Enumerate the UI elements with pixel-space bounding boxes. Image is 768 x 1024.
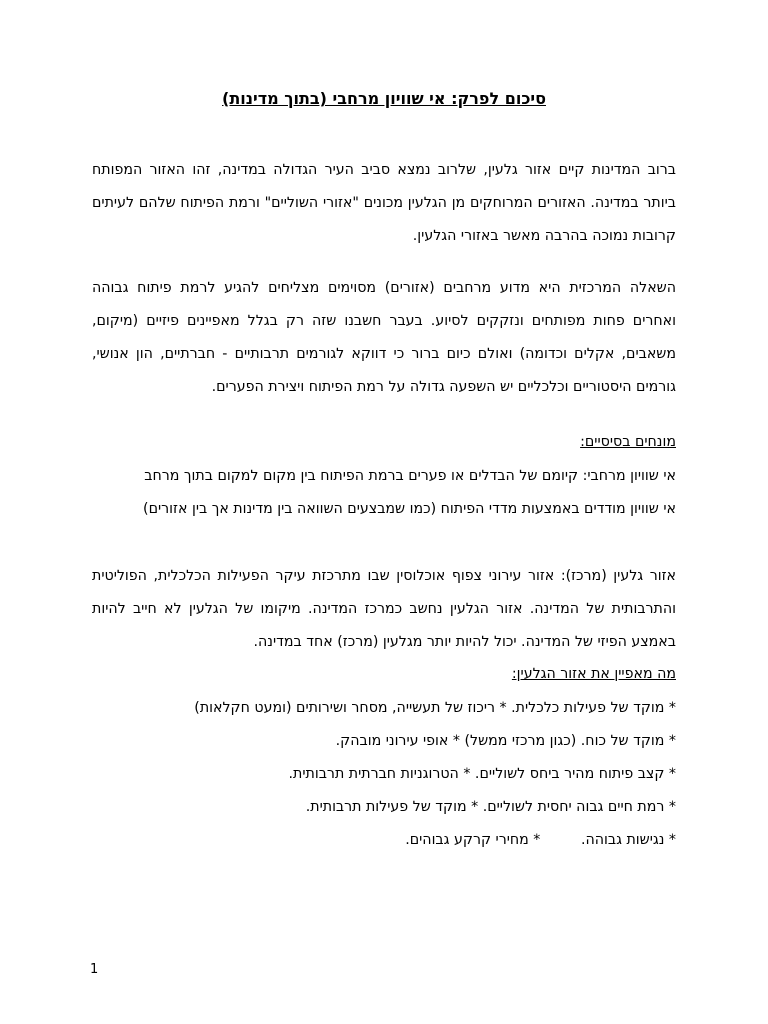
question-section: [92, 272, 676, 406]
paragraph-core-periphery: ברוב המדינות קיים אזור גלעין, שלרוב נמצא סביב העיר הגדולה במדינה, זהו האזור המפותח ביותר במדינה. האזורים המרוחקים מן הגלעין מכונים "אזורי השוליים" ורמת הפיתוח שלהם לעיתים קרובות נמוכה בהרבה מאשר באזורי הגלעין.: [92, 162, 676, 244]
page-number: 1: [90, 962, 99, 977]
core-section: [92, 560, 676, 860]
paragraph-central-question: השאלה המרכזית היא מדוע מרחבים (אזורים) מסוימים מצליחים להגיע לרמת פיתוח גבוהה ואחרים פחות מפותחים ונזקקים לסיוע. בעבר חשבנו שזה רק בגלל מאפיינים פיזיים (מיקום, משאבים, אקלים וכדומה) ואולם כיום ברור כי דווקא לגורמים תרבותיים - חברתיים, הון אנושי, גורמים היסטוריים וכלכליים יש השפעה גדולה על רמת הפיתוח ויצירת הפערים.: [92, 280, 676, 395]
paragraph-core-definition: אזור גלעין (מרכז): אזור עירוני צפוף אוכלוסין שבו מתרכזת עיקר הפעילות הכלכלית, הפוליטית והתרבותית של המדינה. אזור הגלעין נחשב כמרכז המדינה. מיקומו של הגלעין לא חייב להיות באמצע הפיזי של המדינה. יכול להיות יותר מגלעין (מרכז) אחד במדינה.: [92, 568, 676, 650]
core-feature-line: * קצב פיתוח מהיר ביחס לשוליים. * הטרוגניות חברתית תרבותית.: [288, 766, 676, 782]
core-feature-line: * נגישות גבוהה. * מחירי קרקע גבוהים.: [405, 832, 676, 848]
term-line: אי שוויון מרחבי: קיומם של הבדלים או פערים ברמת הפיתוח בין מקום למקום בתוך מרחב: [144, 468, 676, 484]
term-line: אי שוויון מודדים באמצעות מדדי הפיתוח (כמו שמבצעים השוואה בין מדינות אך בין אזורים): [143, 501, 676, 517]
core-features-heading: מה מאפיין את אזור הגלעין:: [511, 666, 676, 682]
core-feature-line: * מוקד של כוח. (כגון מרכזי ממשל) * אופי עירוני מובהק.: [335, 733, 676, 749]
core-feature-line: * רמת חיים גבוה יחסית לשוליים. * מוקד של פעילות תרבותית.: [305, 799, 676, 815]
page-title: סיכום לפרק: אי שוויון מרחבי (בתוך מדינות): [222, 89, 546, 108]
terms-section: [92, 428, 676, 528]
terms-heading: מונחים בסיסיים:: [580, 434, 676, 450]
core-feature-line: * מוקד של פעילות כלכלית. * ריכוז של תעשייה, מסחר ושירותים (ומעט חקלאות): [194, 700, 676, 716]
intro-section: [92, 154, 676, 254]
